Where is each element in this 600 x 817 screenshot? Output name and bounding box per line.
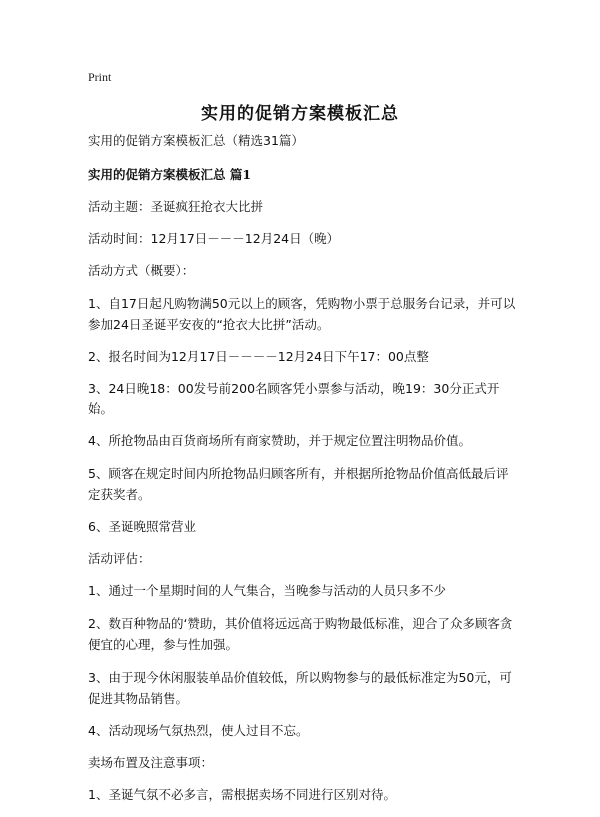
paragraph-evaluation-heading: 活动评估： — [88, 551, 151, 566]
paragraph-method-5: 5、顾客在规定时间内所抢物品归顾客所有，并根据所抢物品价值高低最后评定获奖者。 — [88, 466, 509, 502]
paragraph-evaluation-3: 3、由于现今休闲服装单品价值较低，所以购物参与的最低标准定为50元，可促进其物品销售。 — [88, 670, 512, 706]
paragraph-method-6: 6、圣诞晚照常营业 — [88, 519, 196, 534]
paragraph-method-4: 4、所抢物品由百货商场所有商家赞助，并于规定位置注明物品价值。 — [88, 433, 471, 448]
document-body — [88, 131, 518, 817]
section-heading: 实用的促销方案模板汇总 篇1 — [88, 167, 252, 182]
paragraph-method-3: 3、24日晚18：00发号前200名顾客凭小票参与活动，晚19：30分正式开始。 — [88, 381, 500, 416]
paragraph-evaluation-4: 4、活动现场气氛热烈，使人过目不忘。 — [88, 723, 309, 738]
print-link[interactable]: Print — [88, 70, 112, 84]
paragraph-layout-heading: 卖场布置及注意事项： — [88, 755, 214, 770]
paragraph-evaluation-2: 2、数百种物品的‘赞助，其价值将远远高于购物最低标准，迎合了众多顾客贪便宜的心理，参与性加强。 — [88, 616, 513, 652]
paragraph-layout-1: 1、圣诞气氛不必多言，需根据卖场不同进行区别对待。 — [88, 787, 396, 802]
paragraph-method-heading: 活动方式（概要）： — [88, 263, 195, 278]
paragraph-method-1: 1、自17日起凡购物满50元以上的顾客，凭购物小票于总服务台记录，并可以参加24日圣诞平安夜的“抢衣大比拼”活动。 — [88, 296, 516, 332]
document-subtitle: 实用的促销方案模板汇总（精选31篇） — [88, 133, 304, 148]
paragraph-evaluation-1: 1、通过一个星期时间的人气集合，当晚参与活动的人员只多不少 — [88, 583, 446, 598]
paragraph-method-2: 2、报名时间为12月17日－－－－12月24日下午17：00点整 — [88, 349, 429, 364]
paragraph-time: 活动时间：12月17日－－－12月24日（晚） — [88, 231, 340, 246]
document-title: 实用的促销方案模板汇总 — [201, 104, 399, 124]
paragraph-theme: 活动主题：圣诞疯狂抢衣大比拼 — [88, 199, 264, 214]
